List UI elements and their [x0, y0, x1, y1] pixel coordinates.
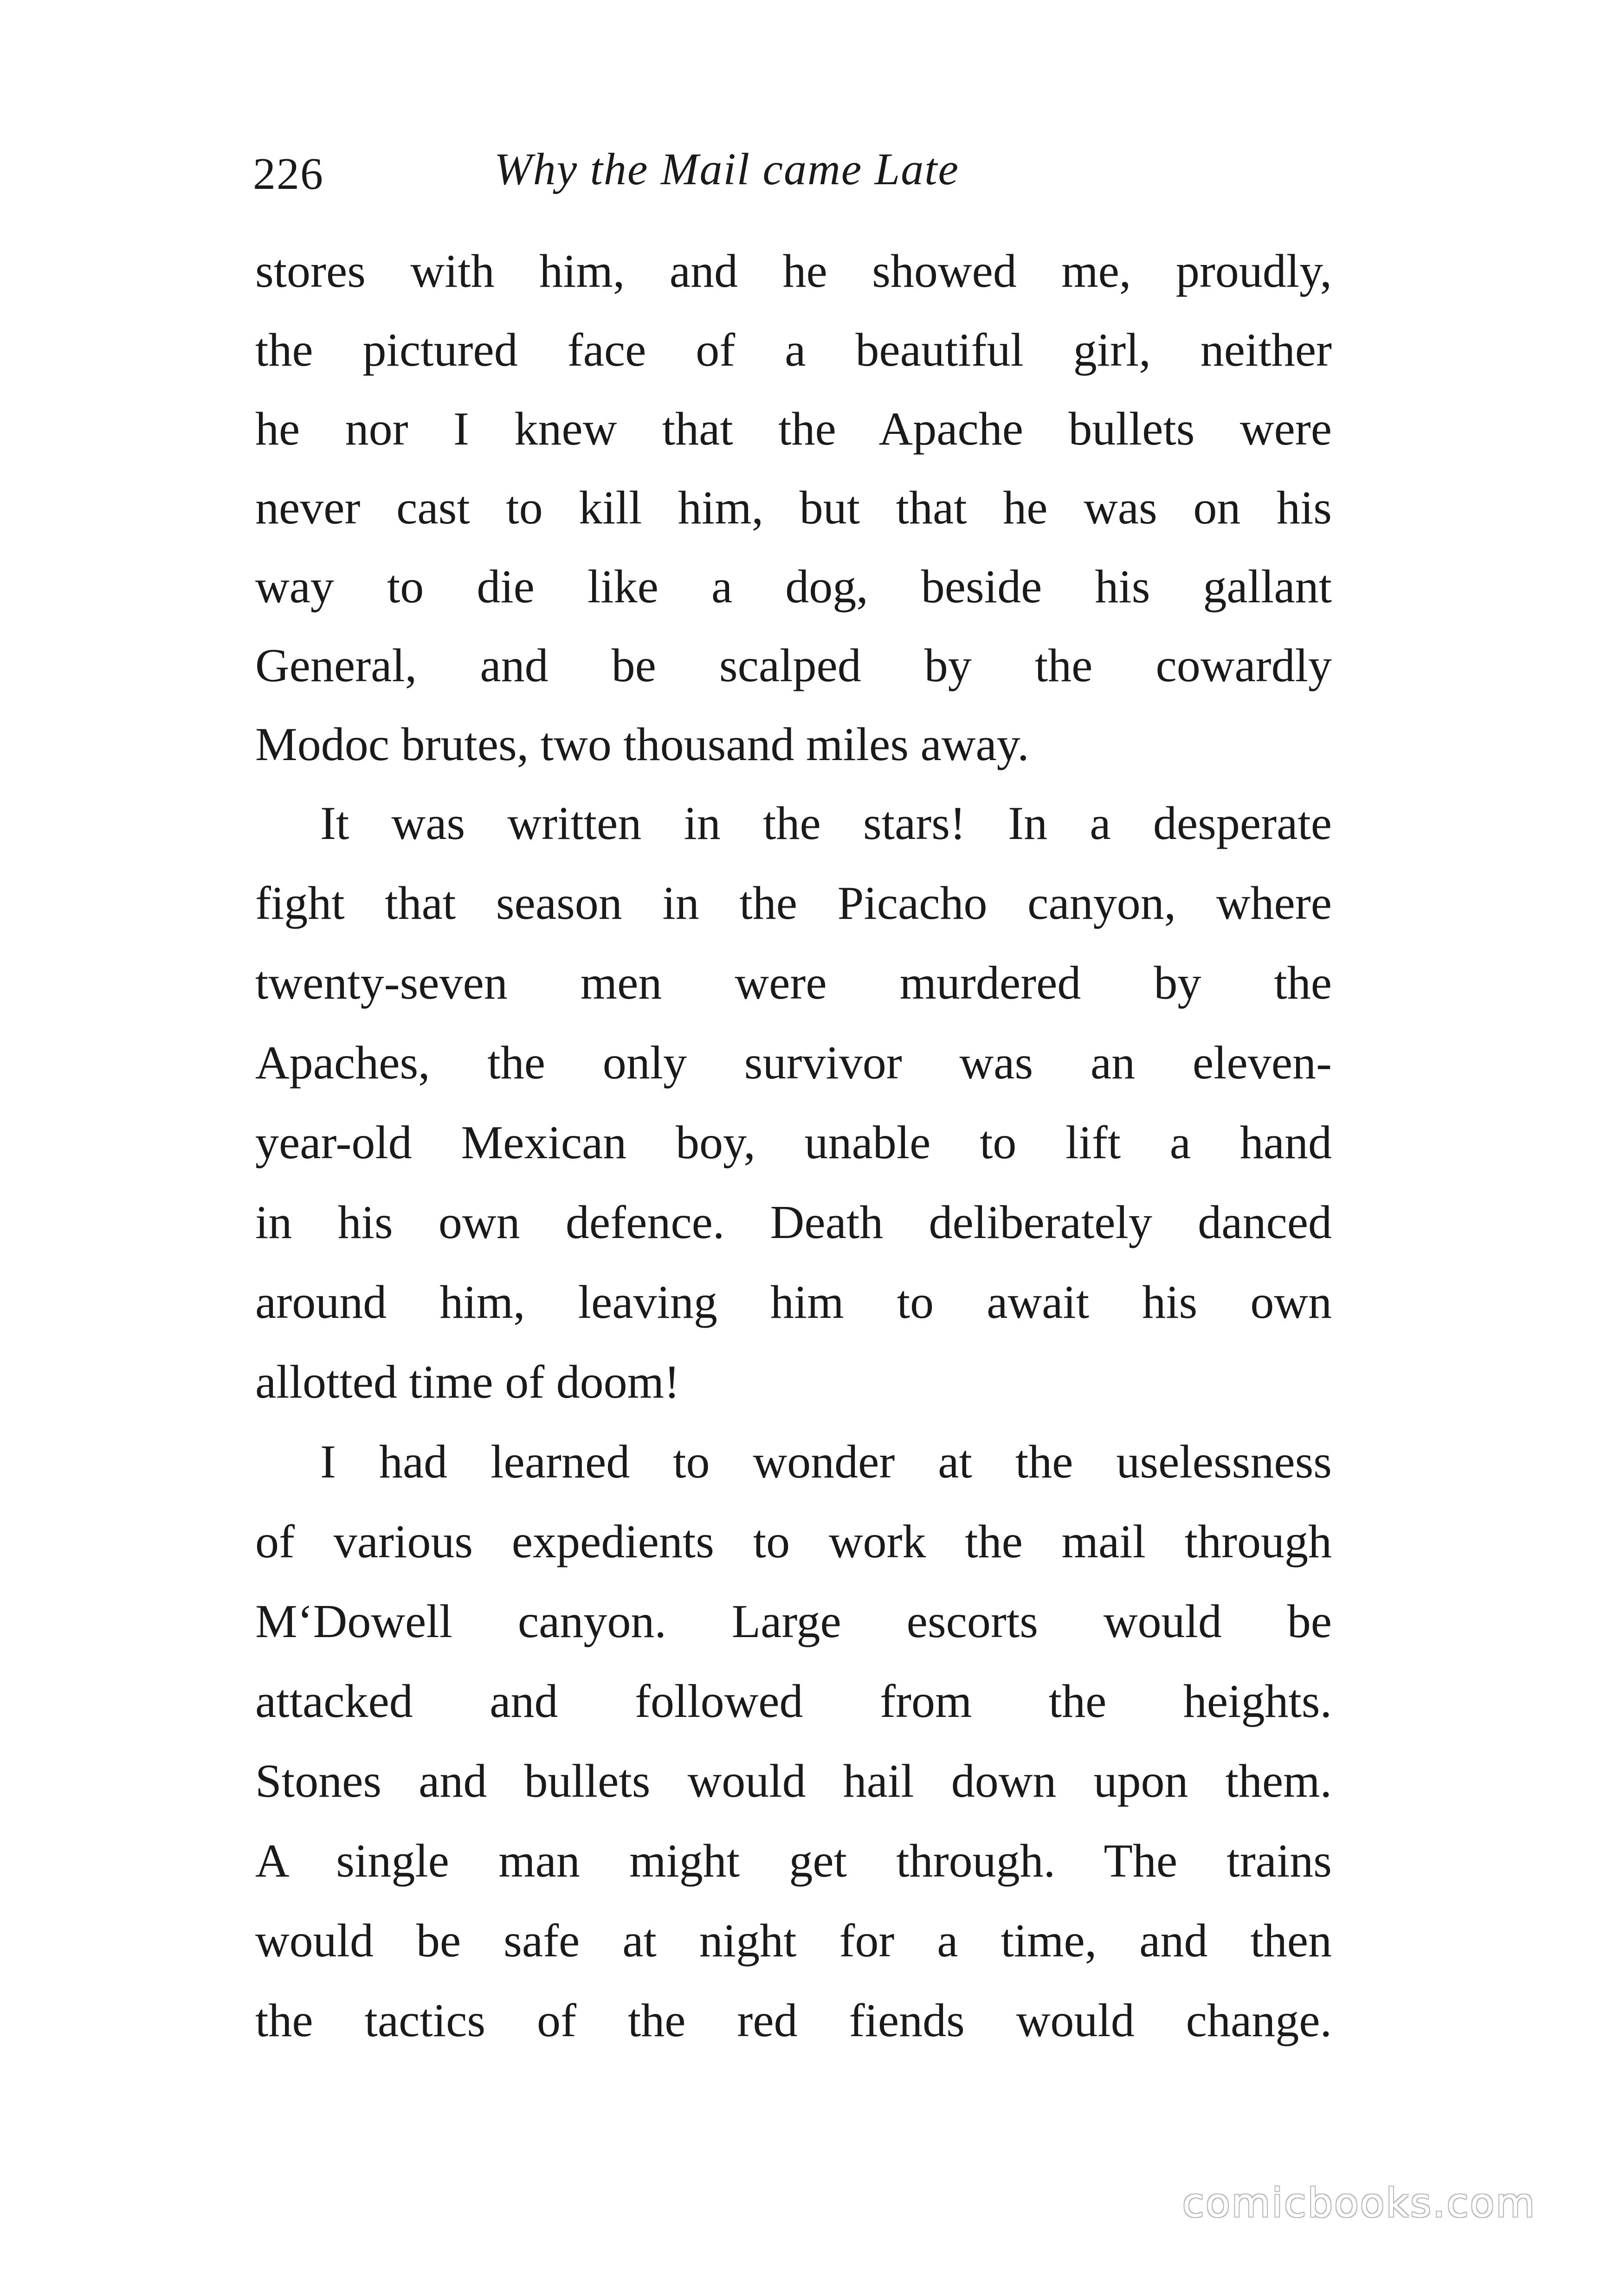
text-line: twenty-seven men were murdered by the	[255, 957, 1332, 1009]
text-line: the pictured face of a beautiful girl, neither	[255, 324, 1332, 376]
text-line: around him, leaving him to await his own	[255, 1276, 1332, 1329]
page-number: 226	[253, 149, 324, 199]
text-line: attacked and followed from the heights.	[255, 1675, 1332, 1728]
text-line: never cast to kill him, but that he was on his	[255, 482, 1332, 534]
text-line: he nor I knew that the Apache bullets were	[255, 403, 1332, 455]
text-line: year-old Mexican boy, unable to lift a hand	[255, 1116, 1332, 1169]
text-line: allotted time of doom!	[255, 1356, 680, 1408]
text-line: way to die like a dog, beside his gallant	[255, 561, 1332, 613]
text-line: would be safe at night for a time, and then	[255, 1915, 1332, 1967]
text-line: of various expedients to work the mail through	[255, 1516, 1332, 1568]
text-line: General, and be scalped by the cowardly	[255, 639, 1332, 692]
text-line: M‘Dowell canyon. Large escorts would be	[255, 1595, 1332, 1648]
text-line: Apaches, the only survivor was an eleven-	[255, 1037, 1332, 1089]
text-line: in his own defence. Death deliberately danced	[255, 1196, 1332, 1249]
watermark: comicbooks.com	[1182, 2180, 1536, 2226]
text-line: A single man might get through. The trains	[255, 1835, 1332, 1887]
text-line: the tactics of the red fiends would change.	[255, 1994, 1332, 2047]
running-title: Why the Mail came Late	[494, 144, 959, 194]
text-line: fight that season in the Picacho canyon, where	[255, 877, 1332, 929]
text-line: Stones and bullets would hail down upon them.	[255, 1755, 1332, 1807]
text-line: Modoc brutes, two thousand miles away.	[255, 718, 1029, 771]
page-header	[253, 144, 1330, 204]
text-line: It was written in the stars! In a desperate	[320, 797, 1332, 850]
text-line: I had learned to wonder at the uselessness	[320, 1436, 1332, 1488]
text-line: stores with him, and he showed me, proudly,	[255, 245, 1332, 297]
